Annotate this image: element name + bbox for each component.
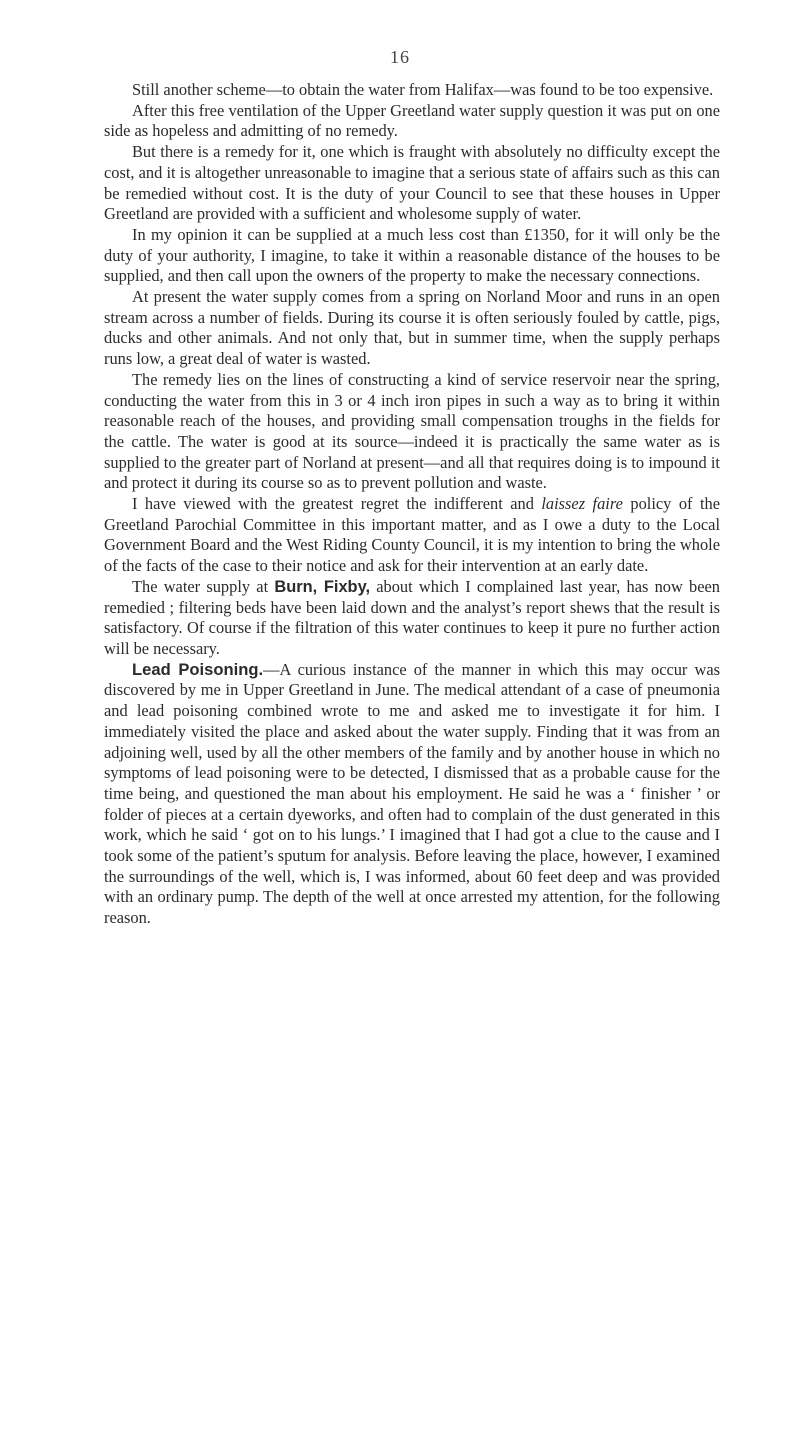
document-body (104, 80, 720, 929)
italic-phrase: laissez faire (541, 494, 623, 514)
paragraph: At present the water supply comes from a spring on Norland Moor and runs in an open stream across a number of fields. During its course it is often seriously fouled by cattle, pigs, ducks and other animals. And not only that, but in summer time, when the supply perhaps runs low, a great deal of water is wasted. (104, 287, 720, 369)
place-name: Burn, Fixby, (274, 577, 371, 596)
paragraph-text: —A curious instance of the manner in which this may occur was discovered by me in Upper Greetland in June. The medical attendant of a case of pneumonia and lead poisoning combined wrote to me and asked me to investigate it for him. I immediately visited the place and asked about the water supply. Finding that it was from an adjoining well, used by all the other members of the family and by another house in which no symptoms of lead poisoning were to be detected, I dismissed that as a probable cause for the time being, and questioned the man about his employment. He said he was a ‘ finisher ’ or folder of pieces at a certain dyeworks, and often had to complain of the dust generated in this work, which he said ‘ got on to his lungs.’ I imagined that I had got a clue to the cause and I took some of the patient’s sputum for analysis. Before leaving the place, however, I examined the surroundings of the well, which is, I was informed, about 60 feet deep and was provided with an ordinary pump. The depth of the well at once arrested my attention, for the following reason. (104, 659, 720, 928)
paragraph-text: policy of the Greetland Parochial Committee in this important matter, and as I owe a duty to the Local Government Board and the West Riding County Council, it is my intention to bring the whole of the facts of the case to their notice and ask for their intervention at an early date. (104, 494, 720, 576)
paragraph: Still another scheme—to obtain the water from Halifax—was found to be too expensive. (132, 80, 714, 99)
paragraph (104, 660, 720, 929)
paragraph (104, 577, 720, 660)
section-heading: Lead Poisoning. (132, 659, 264, 679)
paragraph: But there is a remedy for it, one which is fraught with absolutely no difficulty except the cost, and it is altogether unreasonable to imagine that a serious state of affairs such as this can be remedied without cost. It is the duty of your Council to see that these houses in Upper Greetland are provided with a sufficient and wholesome supply of water. (104, 142, 720, 224)
paragraph-text: about which I complained last year, has now been remedied ; filtering beds have been laid down and the analyst’s report shews that the result is satisfactory. Of course if the filtration of this water continues to keep it pure no further action will be necessary. (104, 576, 720, 658)
paragraph (104, 494, 720, 577)
paragraph: In my opinion it can be supplied at a much less cost than £1350, for it will only be the duty of your authority, I imagine, to take it within a reasonable distance of the houses to be supplied, and then call upon the owners of the property to make the necessary connections. (104, 224, 720, 286)
paragraph: The remedy lies on the lines of constructing a kind of service reservoir near the spring, conducting the water from this in 3 or 4 inch iron pipes in such a way as to bring it within reasonable reach of the houses, and providing small compensation troughs in the fields for the cattle. The water is good at its source—indeed it is practically the same water as is supplied to the greater part of Norland at present—and all that requires doing is to impound it and protect it during its course so as to prevent pollution and waste. (104, 369, 720, 493)
paragraph-text: I have viewed with the greatest regret the indifferent and (132, 494, 542, 514)
paragraph: After this free ventilation of the Upper Greetland water supply question it was put on one side as hopeless and admitting of no remedy. (104, 100, 720, 141)
paragraph-text: The water supply at (132, 576, 275, 596)
page-number: 16 (390, 47, 410, 67)
